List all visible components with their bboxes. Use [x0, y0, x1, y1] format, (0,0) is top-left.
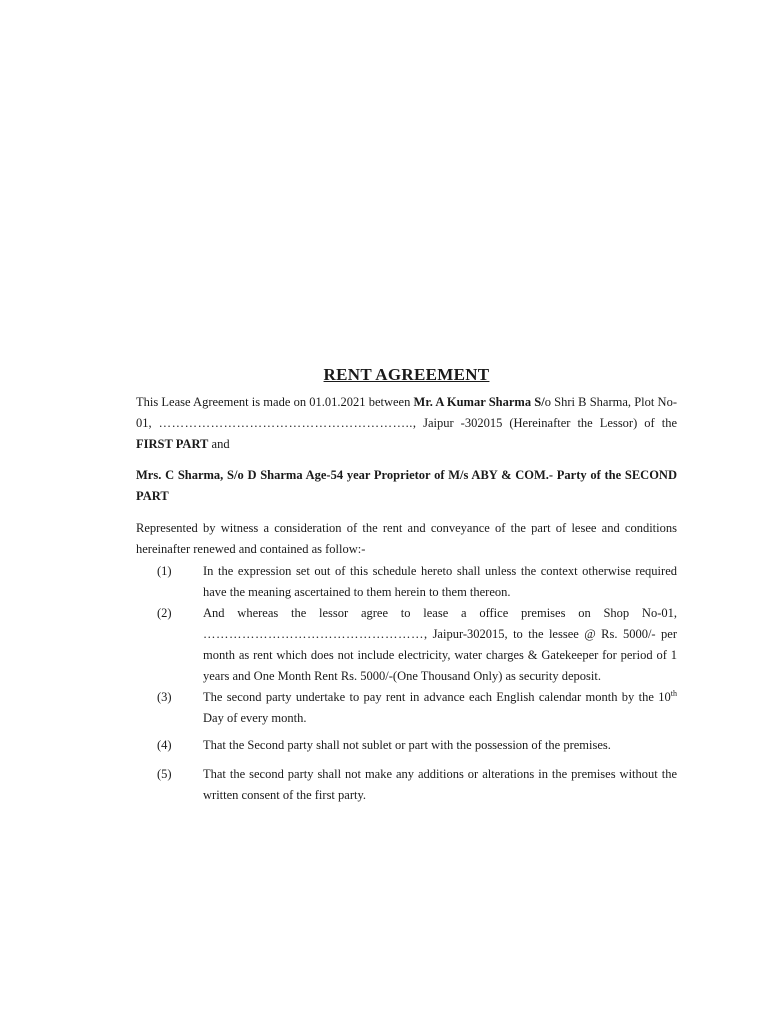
- intro-paragraph: [136, 392, 677, 455]
- intro-text-3: , Jaipur -302015 (Hereinafter the Lessor) of the: [412, 416, 678, 430]
- clause-text-part: And whereas the lessor agree to lease a office premises on Shop No-01,: [203, 606, 677, 620]
- clause-text-part: , Jaipur-302015, to the lessee @ Rs. 5000/- per month as rent which does not include electricity, water charges & Gatekeeper for period of 1 years and One Month Rent Rs. 5000/-(One Thousand Only) as security deposit.: [203, 627, 677, 683]
- clause-text: That the Second party shall not sublet or part with the possession of the premises.: [203, 738, 611, 752]
- intro-text-4: and: [208, 437, 230, 451]
- clause-number: (5): [157, 767, 172, 781]
- clauses-list: [136, 561, 677, 806]
- clause-number: (3): [157, 690, 172, 704]
- intro-text-1: This Lease Agreement is made on 01.01.2021 between: [136, 395, 414, 409]
- clause-number: (1): [157, 564, 172, 578]
- clause-item: [136, 687, 677, 729]
- clause-item: [136, 603, 677, 687]
- intro-text-2: o Shri B Sharma, Plot No- 01,: [136, 395, 677, 430]
- document-title: RENT AGREEMENT: [323, 365, 490, 384]
- second-party-paragraph: Mrs. C Sharma, S/o D Sharma Age-54 year Proprietor of M/s ABY & COM.- Party of the SECOND PART: [136, 468, 677, 503]
- clause-item: [136, 764, 677, 806]
- clause-number: (4): [157, 738, 172, 752]
- clause-text: [203, 603, 677, 687]
- clause-item: [136, 735, 677, 756]
- clause-text: [203, 687, 677, 729]
- clause-text: In the expression set out of this schedule hereto shall unless the context otherwise required have the meaning ascertained to them herein to them thereon.: [203, 564, 677, 599]
- clause-text-part: The second party undertake to pay rent in advance each English calendar month by the 10: [203, 690, 671, 704]
- clause-number: (2): [157, 606, 172, 620]
- rent-agreement-document: [136, 364, 677, 806]
- ordinal-suffix: th: [670, 688, 677, 698]
- address-blank-dots: …………………………………………………..: [158, 416, 413, 430]
- lessor-name: Mr. A Kumar Sharma S/: [413, 395, 545, 409]
- clause-text-part: Day of every month.: [203, 711, 307, 725]
- clause-text: That the second party shall not make any additions or alterations in the premises without the written consent of the first party.: [203, 767, 677, 802]
- clause-item: [136, 561, 677, 603]
- witness-paragraph: Represented by witness a consideration of the rent and conveyance of the part of lesee and conditions hereinafter renewed and contained as follow:-: [136, 521, 677, 556]
- first-part-label: FIRST PART: [136, 437, 209, 451]
- shop-address-blank-dots: ……………………………………………: [203, 627, 424, 641]
